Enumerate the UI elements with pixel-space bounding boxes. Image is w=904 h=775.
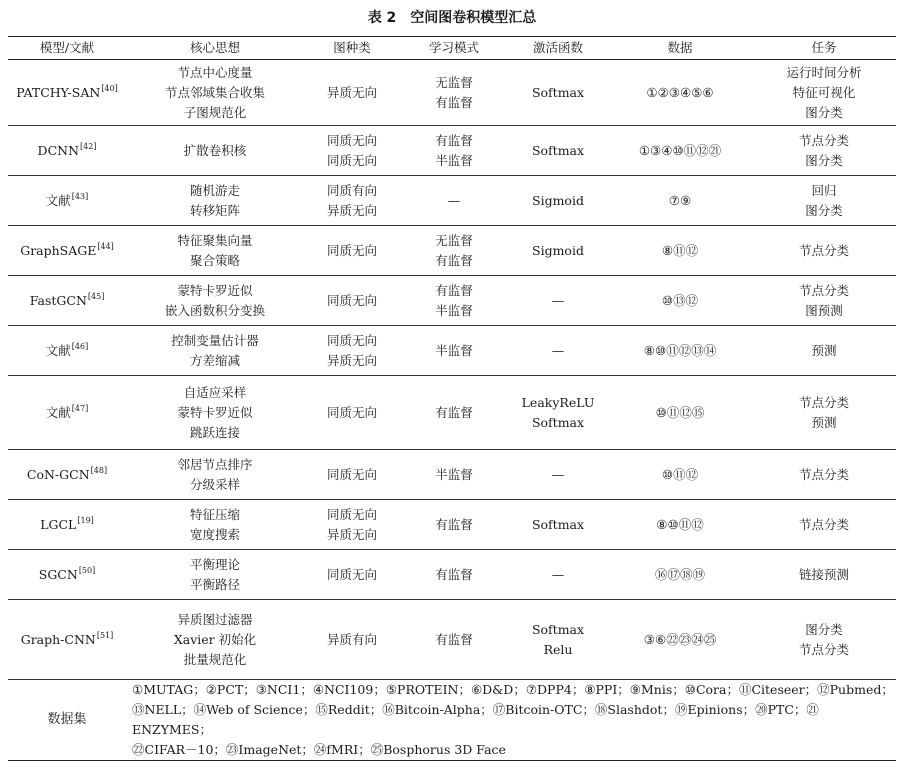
header-core-idea: 核心思想 <box>126 37 304 60</box>
task-cell <box>752 276 896 326</box>
graph-type-cell <box>304 226 400 276</box>
graph-type-line: 同质无向 <box>326 242 377 258</box>
graph-type-cell <box>304 326 400 376</box>
model-name: SGCN <box>38 566 78 582</box>
citation-ref: [44] <box>97 242 114 252</box>
dataset-refs: ⑩⑬⑫ <box>661 292 699 308</box>
graph-type-line: 同质无向 <box>326 292 377 308</box>
core-idea-line: 子图规范化 <box>183 104 247 120</box>
activation-cell <box>508 226 608 276</box>
graph-type-cell <box>304 550 400 600</box>
task-cell <box>752 600 896 680</box>
header-graph-type: 图种类 <box>304 37 400 60</box>
core-idea-line: 转移矩阵 <box>189 202 240 218</box>
learning-mode-line: 半监督 <box>435 342 473 358</box>
dataset-list <box>126 680 896 761</box>
learning-mode-cell <box>400 176 508 226</box>
core-idea-line: 扩散卷积核 <box>183 142 247 158</box>
model-cell <box>8 60 126 126</box>
dataset-refs: ①③④⑩⑪⑫㉑ <box>638 142 722 158</box>
data-cell <box>608 326 752 376</box>
core-idea-line: 异质图过滤器 <box>177 611 253 627</box>
citation-ref: [50] <box>78 566 96 576</box>
core-idea-line: Xavier 初始化 <box>173 631 257 647</box>
model-name: 文献 <box>45 192 71 208</box>
data-cell <box>608 550 752 600</box>
learning-mode-cell <box>400 60 508 126</box>
task-cell <box>752 60 896 126</box>
model-cell <box>8 500 126 550</box>
learning-mode-line: 有监督 <box>435 132 473 148</box>
dataset-refs: ⑧⑩⑪⑫ <box>656 516 704 532</box>
core-idea-cell <box>126 60 304 126</box>
data-cell <box>608 60 752 126</box>
learning-mode-line: 无监督 <box>435 232 473 248</box>
core-idea-line: 节点邻域集合收集 <box>164 84 265 100</box>
learning-mode-line: 半监督 <box>435 302 473 318</box>
task-cell <box>752 376 896 450</box>
core-idea-line: 邻居节点排序 <box>177 456 253 472</box>
core-idea-line: 批量规范化 <box>183 651 247 667</box>
task-line: 节点分类 <box>798 132 849 148</box>
learning-mode-line: 有监督 <box>435 94 473 110</box>
model-name: 文献 <box>45 342 71 358</box>
learning-mode-line: 有监督 <box>435 282 473 298</box>
core-idea-cell <box>126 326 304 376</box>
table-row <box>8 376 896 450</box>
table-row <box>8 226 896 276</box>
graph-type-cell <box>304 60 400 126</box>
data-cell <box>608 600 752 680</box>
task-cell <box>752 176 896 226</box>
core-idea-line: 平衡路径 <box>189 576 240 592</box>
header-learning-mode: 学习模式 <box>400 37 508 60</box>
activation-cell <box>508 600 608 680</box>
task-line: 节点分类 <box>798 282 849 298</box>
core-idea-line: 方差缩减 <box>189 352 240 368</box>
table-caption <box>0 6 904 30</box>
learning-mode-cell <box>400 450 508 500</box>
model-cell <box>8 226 126 276</box>
task-cell <box>752 226 896 276</box>
task-line: 运行时间分析 <box>786 64 862 80</box>
activation-cell <box>508 550 608 600</box>
data-cell <box>608 176 752 226</box>
core-idea-line: 自适应采样 <box>183 384 247 400</box>
task-cell <box>752 500 896 550</box>
learning-mode-line: 有监督 <box>435 252 473 268</box>
task-line: 图分类 <box>805 202 843 218</box>
citation-ref: [51] <box>96 631 114 641</box>
task-line: 节点分类 <box>798 466 849 482</box>
citation-ref: [40] <box>101 84 118 94</box>
dataset-line: ⑬NELL；⑭Web of Science；⑮Reddit；⑯Bitcoin-Alpha；⑰Bitcoin-OTC；⑱Slashdot；⑲Epinions；⑳PTC；㉑ENZYMES； <box>132 702 819 737</box>
model-cell <box>8 276 126 326</box>
data-cell <box>608 126 752 176</box>
core-idea-cell <box>126 276 304 326</box>
model-name: Graph-CNN <box>20 631 96 647</box>
learning-mode-cell <box>400 600 508 680</box>
model-name: GraphSAGE <box>20 242 97 258</box>
graph-type-line: 异质无向 <box>326 84 377 100</box>
model-name: DCNN <box>37 142 80 158</box>
table-row <box>8 326 896 376</box>
model-name: PATCHY-SAN <box>16 84 101 100</box>
dataset-refs: ③⑥㉒㉓㉔㉕ <box>643 631 717 647</box>
graph-type-line: 异质无向 <box>326 202 377 218</box>
learning-mode-line: 半监督 <box>435 152 473 168</box>
dataset-row <box>8 680 896 761</box>
task-cell <box>752 550 896 600</box>
citation-ref: [19] <box>77 516 94 526</box>
header-data: 数据 <box>608 37 752 60</box>
learning-mode-cell <box>400 376 508 450</box>
learning-mode-line: 无监督 <box>435 74 473 90</box>
core-idea-line: 随机游走 <box>189 182 240 198</box>
model-cell <box>8 326 126 376</box>
task-cell <box>752 450 896 500</box>
task-line: 节点分类 <box>798 516 849 532</box>
core-idea-line: 控制变量估计器 <box>171 332 259 348</box>
activation-cell <box>508 326 608 376</box>
core-idea-cell <box>126 226 304 276</box>
core-idea-cell <box>126 450 304 500</box>
task-line: 图分类 <box>805 621 843 637</box>
core-idea-line: 分级采样 <box>189 476 240 492</box>
graph-type-cell <box>304 600 400 680</box>
header-task: 任务 <box>752 37 896 60</box>
task-line: 链接预测 <box>798 566 849 582</box>
activation-line: LeakyReLU <box>521 394 595 410</box>
graph-type-line: 同质无向 <box>326 466 377 482</box>
graph-type-line: 同质无向 <box>326 152 377 168</box>
core-idea-line: 蒙特卡罗近似 <box>177 282 253 298</box>
dataset-label: 数据集 <box>8 680 126 761</box>
core-idea-line: 跳跃连接 <box>189 424 240 440</box>
graph-type-line: 同质无向 <box>326 332 377 348</box>
learning-mode-line: 半监督 <box>435 466 473 482</box>
model-name: LGCL <box>40 516 77 532</box>
task-line: 图预测 <box>805 302 843 318</box>
learning-mode-line: 有监督 <box>435 631 473 647</box>
citation-ref: [42] <box>80 142 97 152</box>
graph-type-line: 异质无向 <box>326 352 377 368</box>
learning-mode-line: 有监督 <box>435 404 473 420</box>
model-cell <box>8 376 126 450</box>
learning-mode-cell <box>400 126 508 176</box>
activation-line: — <box>551 466 565 482</box>
task-cell <box>752 326 896 376</box>
table-row <box>8 176 896 226</box>
task-line: 节点分类 <box>798 242 849 258</box>
activation-line: Sigmoid <box>532 192 584 208</box>
model-cell <box>8 126 126 176</box>
graph-type-cell <box>304 450 400 500</box>
data-cell <box>608 226 752 276</box>
task-line: 预测 <box>811 342 837 358</box>
core-idea-line: 聚合策略 <box>189 252 240 268</box>
learning-mode-line: 有监督 <box>435 516 473 532</box>
core-idea-line: 特征压缩 <box>189 506 240 522</box>
dataset-refs: ⑧⑪⑫ <box>661 242 699 258</box>
dataset-refs: ⑩⑪⑫⑮ <box>655 404 705 420</box>
core-idea-cell <box>126 376 304 450</box>
task-line: 预测 <box>811 414 837 430</box>
model-name: FastGCN <box>29 292 87 308</box>
graph-type-cell <box>304 376 400 450</box>
core-idea-cell <box>126 600 304 680</box>
graph-type-cell <box>304 126 400 176</box>
dataset-refs: ①②③④⑤⑥ <box>646 84 714 100</box>
table-row <box>8 276 896 326</box>
data-cell <box>608 450 752 500</box>
data-cell <box>608 376 752 450</box>
task-line: 节点分类 <box>798 641 849 657</box>
graph-type-line: 同质无向 <box>326 506 377 522</box>
core-idea-line: 嵌入函数积分变换 <box>164 302 265 318</box>
graph-type-line: 同质有向 <box>326 182 377 198</box>
learning-mode-cell <box>400 226 508 276</box>
model-cell <box>8 600 126 680</box>
citation-ref: [48] <box>90 466 108 476</box>
table-row <box>8 600 896 680</box>
activation-line: — <box>551 292 565 308</box>
activation-cell <box>508 176 608 226</box>
core-idea-cell <box>126 500 304 550</box>
activation-cell <box>508 276 608 326</box>
core-idea-cell <box>126 176 304 226</box>
task-cell <box>752 126 896 176</box>
graph-type-line: 同质无向 <box>326 404 377 420</box>
citation-ref: [47] <box>71 404 89 414</box>
graph-type-cell <box>304 500 400 550</box>
table-row <box>8 60 896 126</box>
task-line: 节点分类 <box>798 394 849 410</box>
graph-type-line: 同质无向 <box>326 132 377 148</box>
learning-mode-line: — <box>447 192 461 208</box>
model-cell <box>8 450 126 500</box>
core-idea-cell <box>126 550 304 600</box>
learning-mode-cell <box>400 276 508 326</box>
model-name: 文献 <box>45 404 71 420</box>
activation-line: Softmax <box>531 84 585 100</box>
task-line: 回归 <box>811 182 837 198</box>
table-number: 表 2 <box>367 10 397 26</box>
dataset-refs: ⑧⑩⑪⑫⑬⑭ <box>643 342 717 358</box>
learning-mode-cell <box>400 326 508 376</box>
dataset-refs: ⑯⑰⑱⑲ <box>654 566 705 582</box>
activation-line: Softmax <box>531 516 585 532</box>
dataset-line: ①MUTAG；②PCT；③NCI1；④NCI109；⑤PROTEIN；⑥D&D；⑦DPP4；⑧PPI；⑨Mnis；⑩Cora；⑪Citeseer；⑫Pubmed； <box>132 682 894 697</box>
graph-type-line: 异质无向 <box>326 526 377 542</box>
graph-type-line: 异质有向 <box>326 631 377 647</box>
activation-line: Softmax <box>531 414 585 430</box>
activation-cell <box>508 450 608 500</box>
core-idea-line: 节点中心度量 <box>177 64 253 80</box>
data-cell <box>608 500 752 550</box>
core-idea-cell <box>126 126 304 176</box>
core-idea-line: 宽度搜索 <box>189 526 240 542</box>
task-line: 图分类 <box>805 104 843 120</box>
learning-mode-cell <box>400 500 508 550</box>
task-line: 特征可视化 <box>792 84 856 100</box>
activation-line: Softmax <box>531 142 585 158</box>
activation-cell <box>508 60 608 126</box>
model-summary-table <box>8 36 896 761</box>
table-row <box>8 550 896 600</box>
graph-type-line: 同质无向 <box>326 566 377 582</box>
core-idea-line: 蒙特卡罗近似 <box>177 404 253 420</box>
activation-line: Softmax <box>531 621 585 637</box>
citation-ref: [43] <box>71 192 89 202</box>
task-line: 图分类 <box>805 152 843 168</box>
dataset-line: ㉒CIFAR－10；㉓ImageNet；㉔fMRI；㉕Bosphorus 3D Face <box>132 742 506 757</box>
table-row <box>8 500 896 550</box>
graph-type-cell <box>304 176 400 226</box>
activation-line: — <box>551 566 565 582</box>
activation-cell <box>508 376 608 450</box>
activation-line: — <box>551 342 565 358</box>
header-row <box>8 37 896 60</box>
core-idea-line: 平衡理论 <box>189 556 240 572</box>
header-activation: 激活函数 <box>508 37 608 60</box>
graph-type-cell <box>304 276 400 326</box>
data-cell <box>608 276 752 326</box>
table-title: 空间图卷积模型汇总 <box>410 10 537 26</box>
table-row <box>8 450 896 500</box>
dataset-refs: ⑩⑪⑫ <box>661 466 699 482</box>
citation-ref: [46] <box>71 342 89 352</box>
learning-mode-cell <box>400 550 508 600</box>
model-cell <box>8 176 126 226</box>
activation-cell <box>508 500 608 550</box>
core-idea-line: 特征聚集向量 <box>177 232 253 248</box>
model-cell <box>8 550 126 600</box>
table-row <box>8 126 896 176</box>
learning-mode-line: 有监督 <box>435 566 473 582</box>
model-name: CoN-GCN <box>26 466 90 482</box>
activation-line: Relu <box>543 641 573 657</box>
dataset-refs: ⑦⑨ <box>668 192 692 208</box>
citation-ref: [45] <box>87 292 105 302</box>
activation-line: Sigmoid <box>532 242 584 258</box>
header-model: 模型/文献 <box>8 37 126 60</box>
activation-cell <box>508 126 608 176</box>
table-body <box>8 60 896 761</box>
